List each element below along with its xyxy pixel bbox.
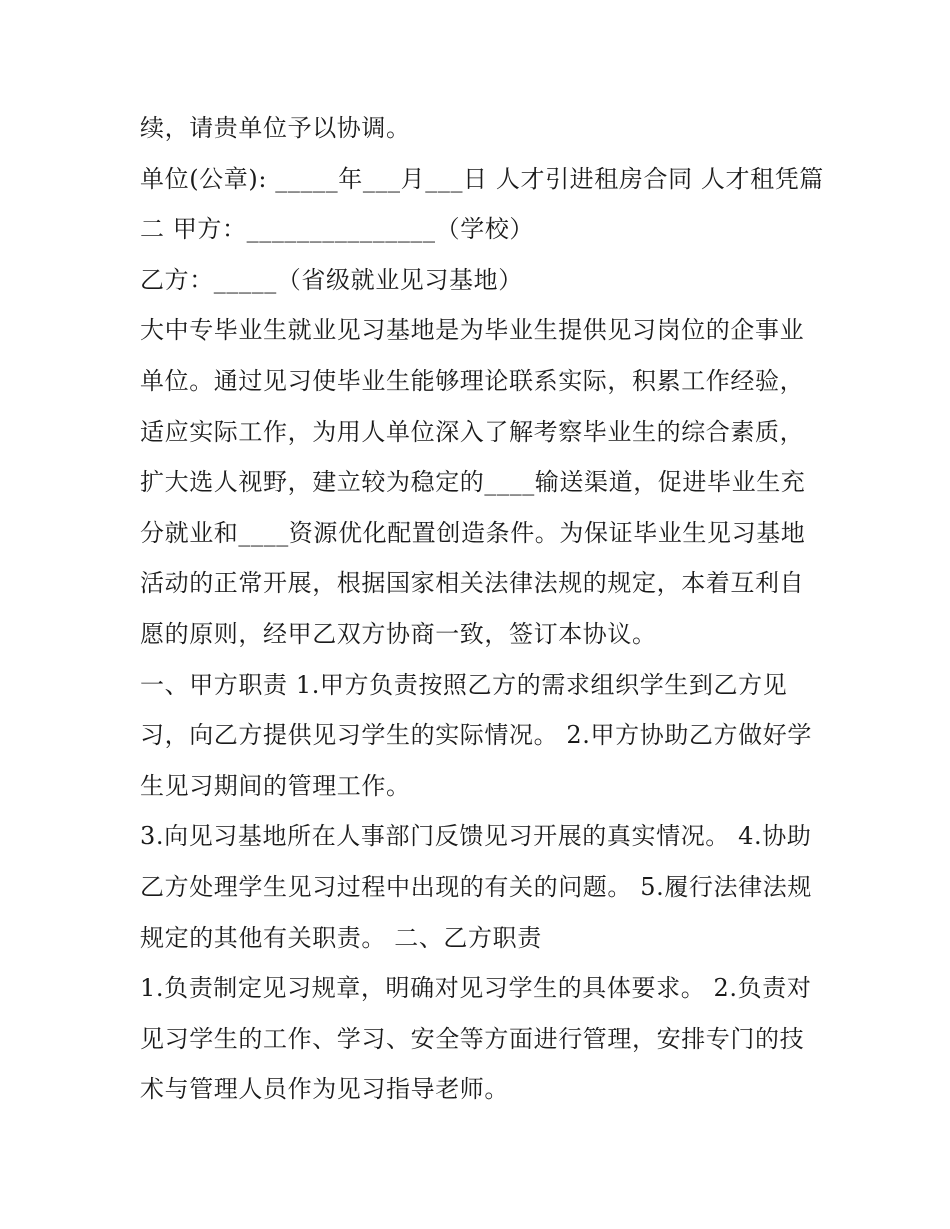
text-line: 乙方处理学生见习过程中出现的有关的问题。 5.履行法律法规	[140, 872, 812, 901]
text-line: 适应实际工作，为用人单位深入了解考察毕业生的综合素质，	[140, 417, 805, 446]
text-line: 习，向乙方提供见习学生的实际情况。 2.甲方协助乙方做好学	[140, 721, 812, 750]
text-line: 大中专毕业生就业见习基地是为毕业生提供见习岗位的企事业	[140, 316, 805, 345]
text-line: 见习学生的工作、学习、安全等方面进行管理，安排专门的技	[140, 1024, 805, 1053]
text-line: 二 甲方：_______________（学校）	[140, 215, 535, 244]
document-page	[140, 108, 824, 1120]
text-line: 术与管理人员作为见习指导老师。	[140, 1075, 509, 1104]
text-line: 活动的正常开展，根据国家相关法律法规的规定，本着互利自	[140, 569, 805, 598]
text-line: 愿的原则，经甲乙双方协商一致，签订本协议。	[140, 619, 657, 648]
text-line: 乙方：_____（省级就业见习基地）	[140, 265, 523, 294]
text-line: 续，请贵单位予以协调。	[140, 114, 411, 142]
text-line: 1.负责制定见习规章，明确对见习学生的具体要求。 2.负责对	[140, 974, 812, 1003]
text-line: 3.向见习基地所在人事部门反馈见习开展的真实情况。 4.协助	[140, 822, 812, 851]
text-line: 一、甲方职责 1.甲方负责按照乙方的需求组织学生到乙方见	[140, 670, 788, 699]
text-line: 扩大选人视野，建立较为稳定的____输送渠道，促进毕业生充	[140, 468, 806, 497]
text-line: 分就业和____资源优化配置创造条件。为保证毕业生见习基地	[140, 518, 806, 547]
text-line: 生见习期间的管理工作。	[140, 771, 411, 800]
text-line: 单位。通过见习使毕业生能够理论联系实际，积累工作经验，	[140, 366, 805, 395]
text-line: 单位(公章): _____年___月___日 人才引进租房合同 人才租凭篇	[140, 164, 824, 193]
text-line: 规定的其他有关职责。 二、乙方职责	[140, 923, 542, 952]
